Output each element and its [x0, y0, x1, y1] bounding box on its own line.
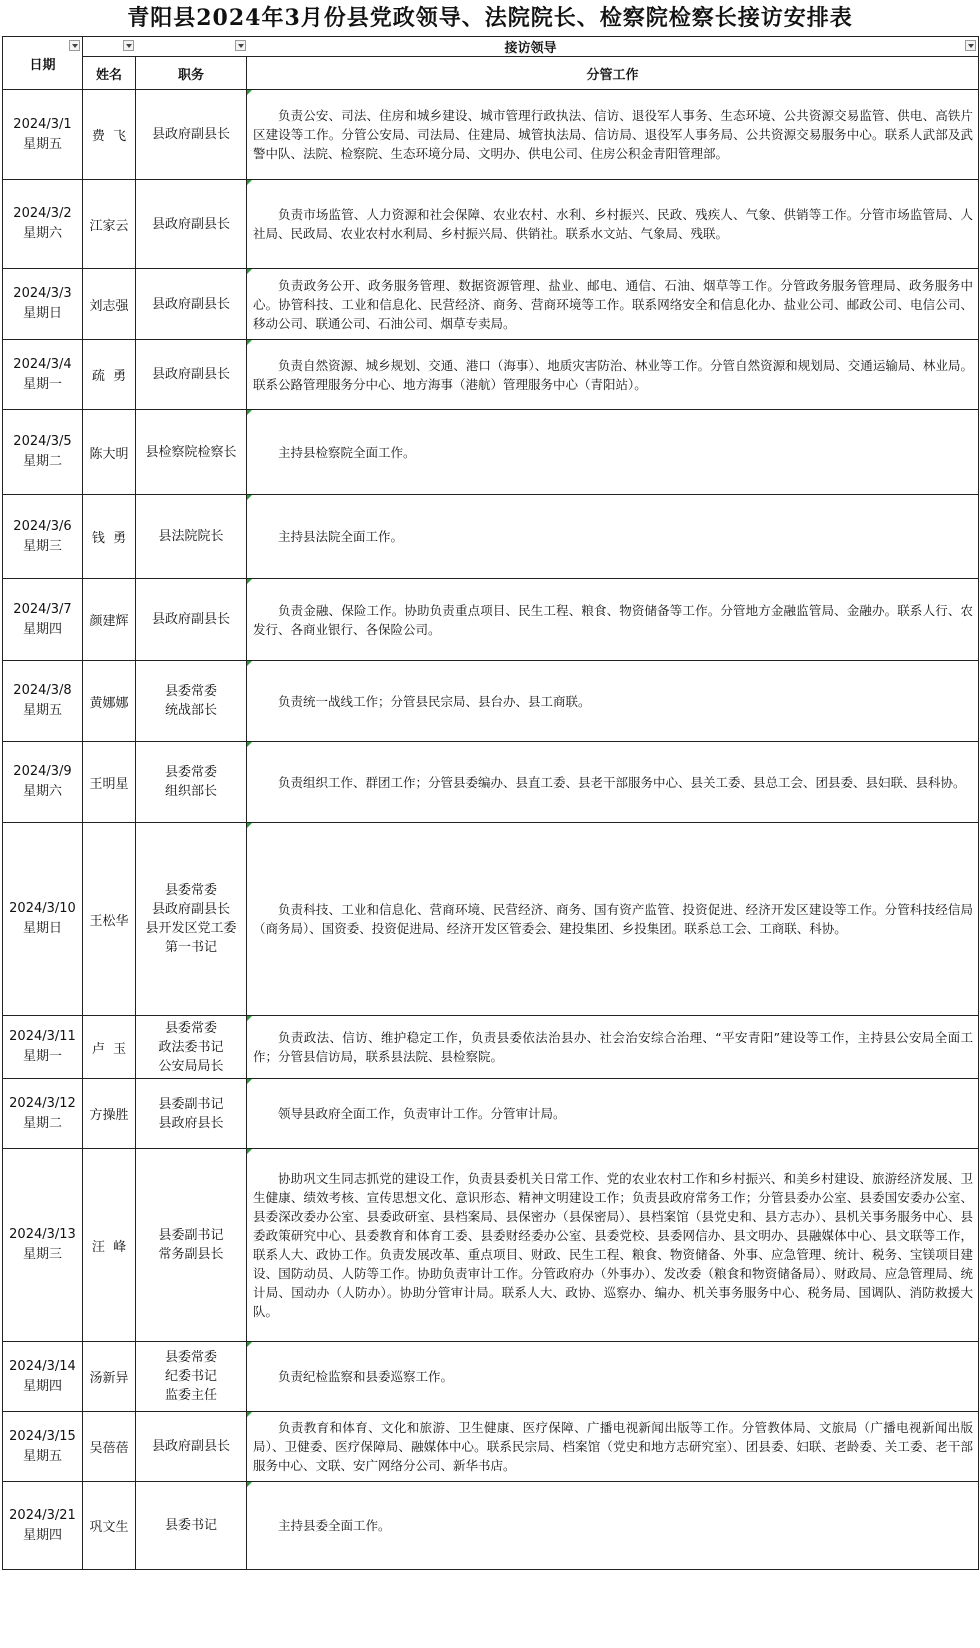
role-line: 政法委书记 [158, 1039, 224, 1055]
date-text: 2024/3/5 [13, 434, 72, 449]
weekday-text: 星期六 [22, 784, 62, 799]
duty-cell: 负责政务公开、政务服务管理、数据资源管理、盐业、邮电、通信、石油、烟草等工作。分管政务服务管理局、政务服务中心。协管科技、工业和信息化、民营经济、商务、营商环境等工作。联系网络安全和信息化办、盐业公司、邮政公司、电信公司、移动公司、联通公司、石油公司、烟草专卖局。 [247, 269, 979, 340]
weekday-text: 星期二 [22, 1115, 62, 1131]
date-text: 2024/3/4 [13, 356, 72, 372]
date-cell [3, 661, 83, 742]
role-line: 县委常委 [164, 883, 217, 898]
role-line: 监委主任 [164, 1388, 217, 1403]
table-row [3, 180, 979, 269]
weekday-text: 星期四 [22, 621, 62, 637]
duty-cell: 主持县委全面工作。 [247, 1482, 979, 1570]
name-filter-dropdown-icon[interactable] [123, 40, 134, 51]
role-cell [136, 269, 247, 340]
role-line: 统战部长 [164, 703, 217, 718]
role-line: 县政府副县长 [151, 367, 230, 382]
date-cell [3, 1482, 83, 1570]
role-cell [136, 340, 247, 410]
duty-filter-dropdown-icon[interactable] [965, 40, 976, 51]
weekday-text: 星期二 [22, 454, 62, 469]
duty-cell: 负责组织工作、群团工作；分管县委编办、县直工委、县老干部服务中心、县关工委、县总工会、团县委、县妇联、县科协。 [247, 742, 979, 823]
date-text: 2024/3/7 [13, 601, 72, 617]
role-cell [136, 410, 247, 495]
duty-cell: 协助巩文生同志抓党的建设工作，负责县委机关日常工作、党的农业农村工作和乡村振兴、和美乡村建设、旅游经济发展、卫生健康、绩效考核、宣传思想文化、意识形态、精神文明建设工作；负责县政府常务工作；分管县委办公室、县委国安委办公室、县委深改委办公室、县委政研室、县档案局、县保密办（县保密局）、县档案馆（县党史和、县方志办）、县机关事务服务中心、县委政策研究中心、县委教育和体育工委、县委财经委办公室、县委党校、县委网信办、县文明办、县融媒体中心、县文联等工作，联系人大、政协工作。负责发展改革、重点项目、财政、民生工程、粮食、物资储备、外事、应急管理、统计、税务、宝镁项目建设、国防动员、人防等工作。协助负责审计工作。分管政府办（外事办）、发改委（粮食和物资储备局）、财政局、应急管理局、统计局、国动办（人防办）。协助分管审计局。联系人大、政协、巡察办、编办、机关事务服务中心、税务局、国调队、消防救援大队。 [247, 1149, 979, 1342]
role-line: 公安局局长 [158, 1058, 224, 1074]
table-row [3, 1016, 979, 1079]
name-cell: 颜建辉 [83, 579, 136, 661]
date-text: 2024/3/9 [13, 764, 72, 779]
weekday-text: 星期日 [22, 306, 62, 321]
date-header [3, 37, 83, 90]
weekday-text: 星期三 [22, 1247, 62, 1262]
name-cell: 钱 勇 [83, 495, 136, 579]
date-cell [3, 579, 83, 661]
name-cell: 江家云 [83, 180, 136, 269]
date-cell [3, 410, 83, 495]
role-line: 县政府副县长 [151, 902, 230, 917]
duty-cell: 负责政法、信访、维护稳定工作，负责县委依法治县办、社会治安综合治理、“平安青阳”建设等工作，主持县公安局全面工作；分管县信访局，联系县法院、县检察院。 [247, 1016, 979, 1079]
date-text: 2024/3/13 [9, 1227, 76, 1242]
table-row [3, 495, 979, 579]
role-cell [136, 1482, 247, 1570]
table-row [3, 1079, 979, 1149]
duty-cell: 负责金融、保险工作。协助负责重点项目、民生工程、粮食、物资储备等工作。分管地方金融监管局、金融办。联系人行、农发行、各商业银行、各保险公司。 [247, 579, 979, 661]
table-row [3, 661, 979, 742]
role-line: 县政府县长 [158, 1115, 224, 1131]
date-text: 2024/3/14 [9, 1358, 76, 1374]
name-cell: 卢 玉 [83, 1016, 136, 1079]
role-cell [136, 742, 247, 823]
date-cell [3, 1342, 83, 1412]
table-row [3, 823, 979, 1016]
role-cell [136, 1149, 247, 1342]
date-text: 2024/3/11 [9, 1029, 76, 1044]
name-cell: 刘志强 [83, 269, 136, 340]
schedule-table [2, 36, 979, 1570]
role-line: 组织部长 [164, 784, 217, 799]
duty-cell: 负责教育和体育、文化和旅游、卫生健康、医疗保障、广播电视新闻出版等工作。分管教体局、文旅局（广播电视新闻出版局）、卫健委、医疗保障局、融媒体中心。联系民宗局、档案馆（党史和地方志研究室）、团县委、妇联、老龄委、关工委、老干部服务中心、文联、安广网络分公司、新华书店。 [247, 1412, 979, 1482]
date-text: 2024/3/2 [13, 206, 72, 221]
weekday-text: 星期五 [22, 136, 62, 152]
weekday-text: 星期五 [22, 1448, 62, 1464]
role-cell [136, 180, 247, 269]
date-cell [3, 340, 83, 410]
role-line: 县政府副县长 [151, 1439, 230, 1454]
table-row [3, 1149, 979, 1342]
role-cell [136, 1412, 247, 1482]
table-row [3, 1482, 979, 1570]
role-filter-dropdown-icon[interactable] [235, 40, 246, 51]
page-title: 青阳县2024年3月份县党政领导、法院院长、检察院检察长接访安排表 [127, 5, 853, 31]
duty-cell: 领导县政府全面工作，负责审计工作。分管审计局。 [247, 1079, 979, 1149]
weekday-text: 星期六 [22, 226, 62, 241]
role-cell [136, 579, 247, 661]
date-cell [3, 495, 83, 579]
role-line: 县委常委 [164, 1020, 217, 1036]
role-cell [136, 1342, 247, 1412]
date-cell [3, 1412, 83, 1482]
name-cell: 汤新异 [83, 1342, 136, 1412]
date-filter-dropdown-icon[interactable] [69, 40, 80, 51]
role-cell [136, 661, 247, 742]
role-line: 县委副书记 [158, 1228, 224, 1243]
date-text: 2024/3/1 [13, 116, 72, 132]
duty-cell: 主持县检察院全面工作。 [247, 410, 979, 495]
duty-header: 分管工作 [247, 57, 979, 90]
date-cell [3, 1016, 83, 1079]
weekday-text: 星期一 [22, 376, 62, 392]
date-text: 2024/3/8 [13, 683, 72, 698]
name-cell: 吴蓓蓓 [83, 1412, 136, 1482]
name-cell: 方操胜 [83, 1079, 136, 1149]
date-header-label: 日期 [29, 57, 56, 73]
role-line: 县政府副县长 [151, 127, 230, 142]
weekday-text: 星期四 [22, 1527, 62, 1543]
role-line: 县委书记 [164, 1518, 217, 1533]
name-cell: 陈大明 [83, 410, 136, 495]
duty-cell: 负责纪检监察和县委巡察工作。 [247, 1342, 979, 1412]
table-row [3, 742, 979, 823]
weekday-text: 星期四 [22, 1378, 62, 1394]
group-header [83, 37, 979, 57]
duty-cell: 负责公安、司法、住房和城乡建设、城市管理行政执法、信访、退役军人事务、生态环境、公共资源交易监管、供电、高铁片区建设等工作。分管公安局、司法局、住建局、城管执法局、信访局、退役军人事务局、公共资源交易服务中心。联系人武部及武警中队、法院、检察院、生态环境分局、文明办、供电公司、住房公积金青阳管理部。 [247, 90, 979, 180]
duty-cell: 负责科技、工业和信息化、营商环境、民营经济、商务、国有资产监管、投资促进、经济开发区建设等工作。分管科技经信局（商务局）、国资委、投资促进局、经济开发区管委会、建投集团、乡投集团。联系总工会、工商联、科协。 [247, 823, 979, 1016]
date-cell [3, 269, 83, 340]
name-header: 姓名 [83, 57, 136, 90]
duty-cell: 负责统一战线工作；分管县民宗局、县台办、县工商联。 [247, 661, 979, 742]
name-cell: 黄娜娜 [83, 661, 136, 742]
schedule-body [3, 90, 979, 1570]
date-cell [3, 1079, 83, 1149]
name-cell: 疏 勇 [83, 340, 136, 410]
role-cell [136, 1079, 247, 1149]
table-row [3, 340, 979, 410]
role-line: 县委常委 [164, 1350, 217, 1365]
role-line: 第一书记 [164, 940, 217, 955]
role-cell [136, 90, 247, 180]
weekday-text: 星期五 [22, 703, 62, 718]
role-line: 县法院院长 [158, 529, 224, 544]
table-row [3, 269, 979, 340]
date-cell [3, 180, 83, 269]
table-row [3, 90, 979, 180]
name-cell: 费 飞 [83, 90, 136, 180]
role-line: 县检察院检察长 [145, 444, 237, 460]
role-header: 职务 [136, 57, 247, 90]
table-row [3, 1342, 979, 1412]
weekday-text: 星期一 [22, 1049, 62, 1064]
date-cell [3, 90, 83, 180]
table-row [3, 1412, 979, 1482]
date-text: 2024/3/21 [9, 1507, 76, 1523]
name-cell: 巩文生 [83, 1482, 136, 1570]
weekday-text: 星期日 [22, 921, 62, 936]
date-text: 2024/3/12 [9, 1095, 76, 1111]
date-cell [3, 742, 83, 823]
role-line: 县政府副县长 [151, 216, 230, 232]
weekday-text: 星期三 [22, 538, 62, 554]
table-row [3, 410, 979, 495]
group-header-label: 接访领导 [504, 41, 557, 56]
role-line: 纪委书记 [164, 1369, 217, 1384]
date-cell [3, 823, 83, 1016]
role-line: 县政府副县长 [151, 612, 230, 627]
duty-cell: 主持县法院全面工作。 [247, 495, 979, 579]
date-text: 2024/3/3 [13, 286, 72, 301]
role-line: 常务副县长 [158, 1247, 224, 1262]
name-cell: 汪 峰 [83, 1149, 136, 1342]
name-cell: 王松华 [83, 823, 136, 1016]
role-line: 县开发区党工委 [145, 921, 237, 936]
role-line: 县委副书记 [158, 1096, 224, 1112]
date-cell [3, 1149, 83, 1342]
role-cell [136, 823, 247, 1016]
table-row [3, 579, 979, 661]
name-cell: 王明星 [83, 742, 136, 823]
duty-cell: 负责市场监管、人力资源和社会保障、农业农村、水利、乡村振兴、民政、残疾人、气象、供销等工作。分管市场监管局、人社局、民政局、农业农村水利局、乡村振兴局、供销社。联系水文站、气象局、残联。 [247, 180, 979, 269]
role-line: 县委常委 [164, 684, 217, 699]
date-text: 2024/3/15 [9, 1428, 76, 1444]
date-text: 2024/3/10 [9, 901, 76, 916]
role-line: 县政府副县长 [151, 296, 230, 312]
role-line: 县委常委 [164, 765, 217, 780]
role-cell [136, 1016, 247, 1079]
duty-cell: 负责自然资源、城乡规划、交通、港口（海事）、地质灾害防治、林业等工作。分管自然资源和规划局、交通运输局、林业局。联系公路管理服务分中心、地方海事（港航）管理服务中心（青阳站）。 [247, 340, 979, 410]
role-cell [136, 495, 247, 579]
date-text: 2024/3/6 [13, 518, 72, 534]
